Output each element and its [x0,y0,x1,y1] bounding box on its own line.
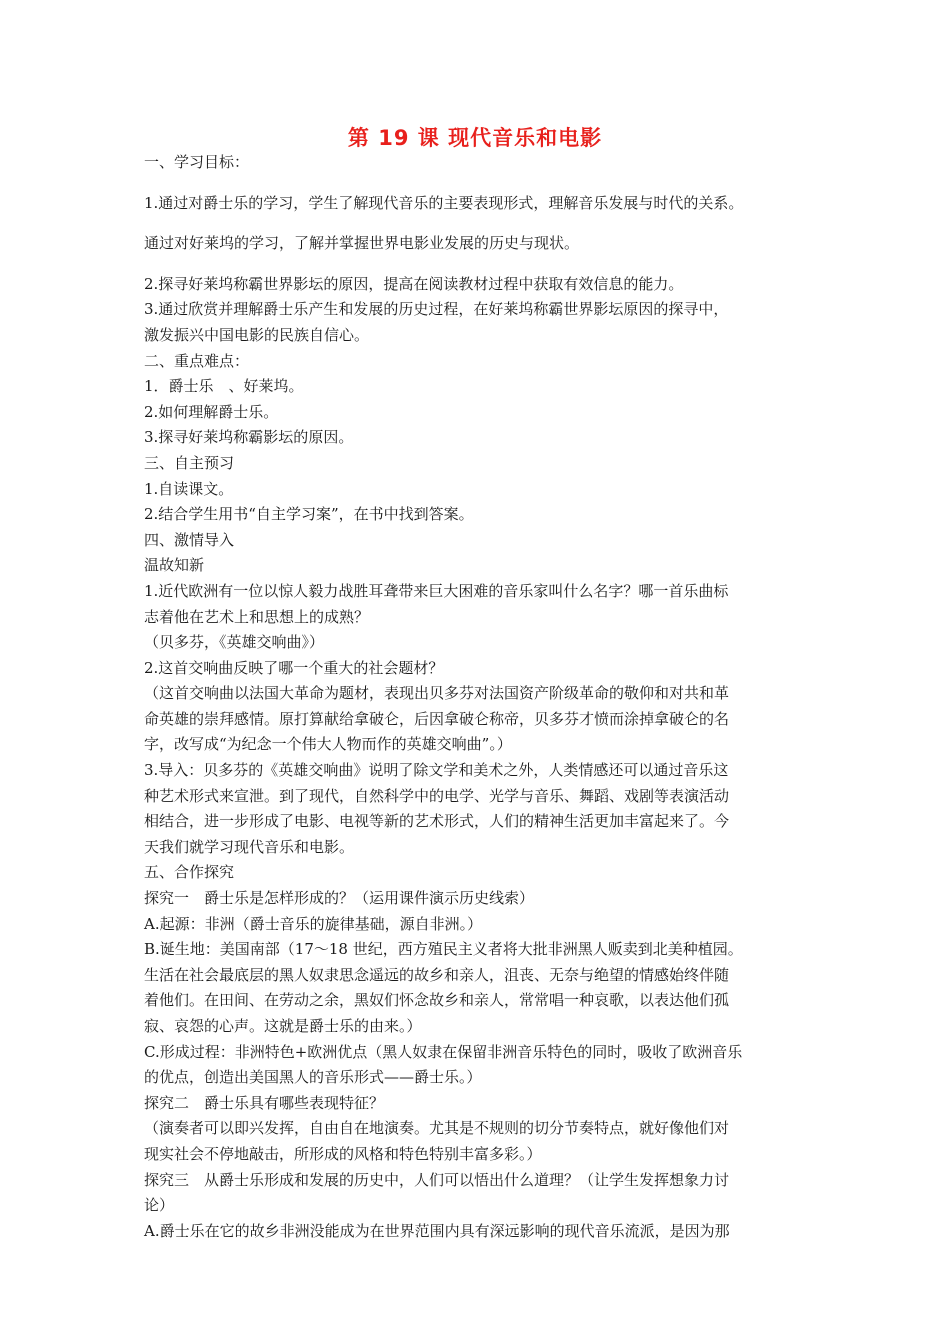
text-line: 着他们。在田间、在劳动之余，黑奴们怀念故乡和亲人，常常唱一种哀歌，以表达他们孤 [144,991,730,1010]
document-body [144,150,814,1244]
text-line: 2.这首交响曲反映了哪一个重大的社会题材？ [144,658,444,677]
text-line: （演奏者可以即兴发挥，自由自在地演奏。尤其是不规则的切分节奏特点，就好像他们对 [144,1119,730,1138]
text-line: 生活在社会最底层的黑人奴隶思念遥远的故乡和亲人，沮丧、无奈与绝望的情感始终伴随 [144,965,730,984]
text-line: 相结合，进一步形成了电影、电视等新的艺术形式，人们的精神生活更加丰富起来了。今 [144,812,730,831]
text-line: 四、激情导入 [144,530,235,549]
text-line: 2.结合学生用书“自主学习案”，在书中找到答案。 [144,505,474,524]
text-line: 1.自读课文。 [144,479,234,498]
text-line: 一、学习目标： [144,153,250,171]
text-line: B.诞生地：美国南部（17～18 世纪，西方殖民主义者将大批非洲黑人贩卖到北美种植园。 [144,940,743,959]
text-line: 1．爵士乐 、好莱坞。 [144,377,304,396]
text-line: 2.探寻好莱坞称霸世界影坛的原因，提高在阅读教材过程中获取有效信息的能力。 [144,274,684,293]
text-line: 探究二 爵士乐具有哪些表现特征？ [144,1093,385,1112]
paragraph-gap [144,257,814,272]
text-line: A.起源：非洲（爵士音乐的旋律基础，源自非洲。） [144,914,483,933]
text-line: 志着他在艺术上和思想上的成熟？ [144,607,370,626]
text-line: 命英雄的崇拜感情。原打算献给拿破仑，后因拿破仑称帝，贝多芬才愤而涂掉拿破仑的名 [144,709,730,728]
text-line: C.形成过程：非洲特色+欧洲优点（黑人奴隶在保留非洲音乐特色的同时，吸收了欧洲音乐 [144,1042,743,1061]
text-line: 天我们就学习现代音乐和电影。 [144,837,355,856]
paragraph-gap [144,176,814,191]
paragraph-gap [144,216,814,231]
text-line: 论） [144,1196,175,1215]
text-line: 五、合作探究 [144,863,235,882]
text-line: 的优点，创造出美国黑人的音乐形式——爵士乐。） [144,1068,482,1087]
text-line: （这首交响曲以法国大革命为题材，表现出贝多芬对法国资产阶级革命的敬仰和对共和革 [144,684,730,703]
document-title: 第 19 课 现代音乐和电影 [347,126,603,150]
text-line: 探究一 爵士乐是怎样形成的？（运用课件演示历史线索） [144,889,535,908]
text-line: 探究三 从爵士乐形成和发展的历史中，人们可以悟出什么道理？（让学生发挥想象力讨 [144,1170,730,1189]
text-line: 温故知新 [144,556,205,575]
text-line: A.爵士乐在它的故乡非洲没能成为在世界范围内具有深远影响的现代音乐流派，是因为那 [144,1221,730,1240]
text-line: 字，改写成“为纪念一个伟大人物而作的英雄交响曲”。） [144,735,512,754]
text-line: （贝多芬，《英雄交响曲》） [144,633,325,652]
text-line: 3.探寻好莱坞称霸影坛的原因。 [144,428,354,447]
text-line: 通过对好莱坞的学习，了解并掌握世界电影业发展的历史与现状。 [144,234,580,253]
text-line: 1.近代欧洲有一位以惊人毅力战胜耳聋带来巨大困难的音乐家叫什么名字？哪一首乐曲标 [144,581,729,600]
text-line: 激发振兴中国电影的民族自信心。 [144,325,370,344]
text-line: 种艺术形式来宣泄。到了现代，自然科学中的电学、光学与音乐、舞蹈、戏剧等表演活动 [144,786,730,805]
text-line: 寂、哀怨的心声。这就是爵士乐的由来。） [144,1017,422,1035]
text-line: 3.导入：贝多芬的《英雄交响曲》说明了除文学和美术之外，人类情感还可以通过音乐这 [144,761,729,780]
text-line: 二、重点难点： [144,351,250,370]
text-line: 现实社会不停地敲击，所形成的风格和特色特别丰富多彩。） [144,1144,542,1163]
text-line: 1.通过对爵士乐的学习，学生了解现代音乐的主要表现形式，理解音乐发展与时代的关系。 [144,193,744,212]
text-line: 三、自主预习 [144,453,235,472]
text-line: 3.通过欣赏并理解爵士乐产生和发展的历史过程，在好莱坞称霸世界影坛原因的探寻中， [144,300,729,319]
text-line: 2.如何理解爵士乐。 [144,402,279,421]
